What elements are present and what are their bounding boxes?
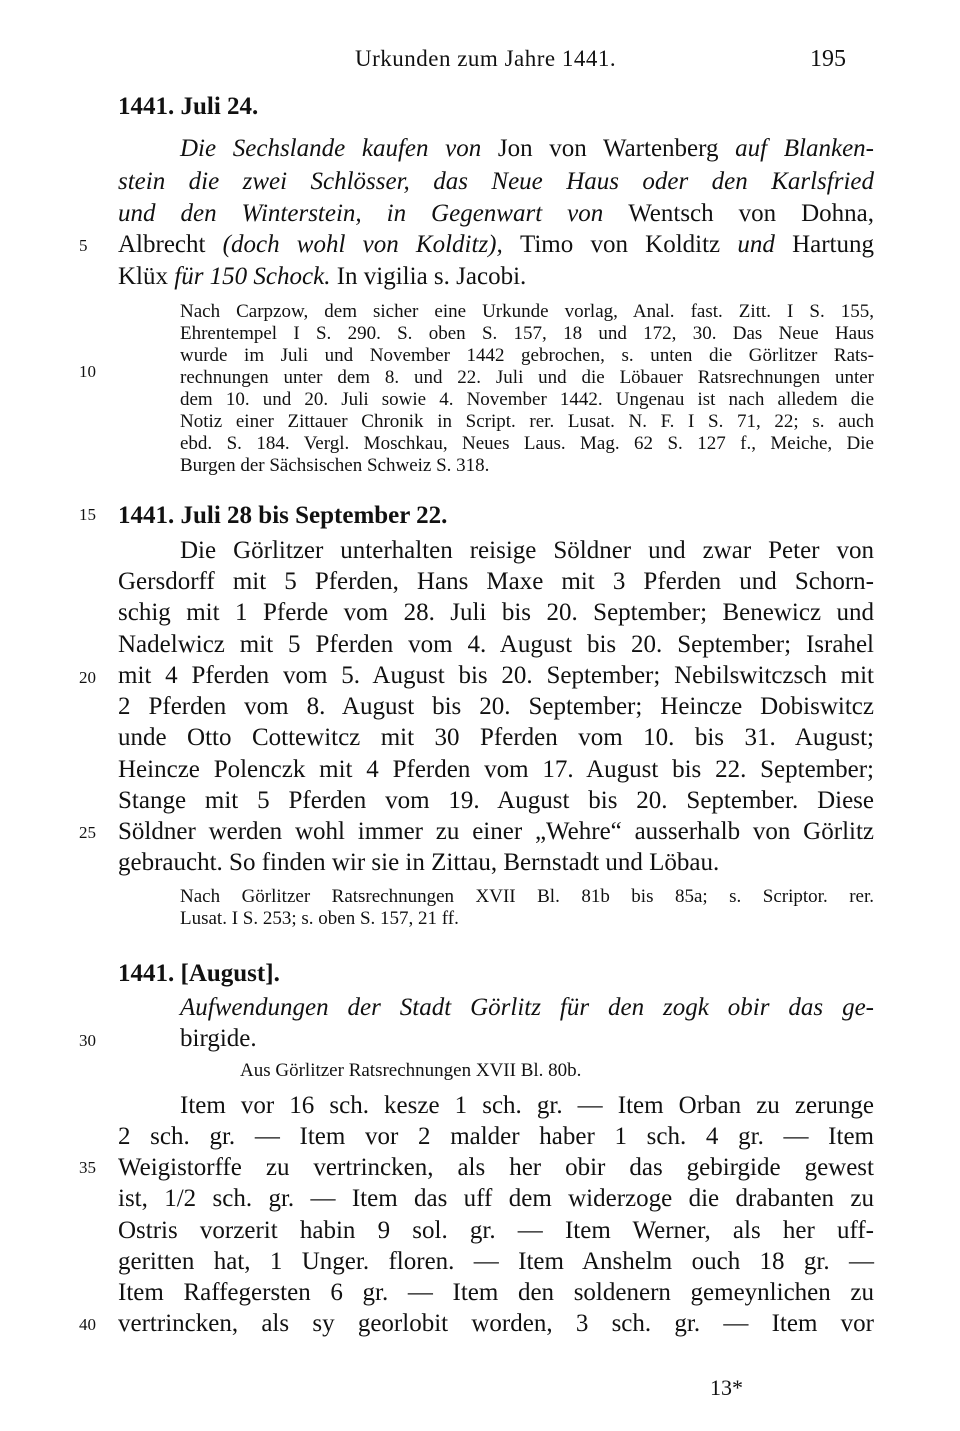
line-number: 20	[79, 668, 96, 687]
entry-text-line: Klüx für 150 Schock. In vigilia s. Jacobi.	[118, 263, 527, 290]
entry-text-line: Nadelwicz mit 5 Pferden vom 4. August bis 20. September; Israhel	[118, 631, 874, 658]
entry-text-line: stein die zwei Schlösser, das Neue Haus oder den Karlsfried	[118, 168, 874, 195]
entry-text-line: Item Raffegersten 6 gr. — Item den soldenern gemeynlichen zu	[118, 1279, 874, 1306]
entry-text-line: Item vor 16 sch. kesze 1 sch. gr. — Item Orban zu zerunge	[180, 1092, 874, 1119]
footnote-line: ebd. S. 184. Vergl. Moschkau, Neues Laus. Mag. 62 S. 127 f., Meiche, Die	[180, 433, 874, 454]
entry-text-line: Gersdorff mit 5 Pferden, Hans Maxe mit 3 Pferden und Schorn-	[118, 568, 874, 595]
entry-text-line: gebraucht. So finden wir sie in Zittau, Bernstadt und Löbau.	[118, 849, 720, 876]
footnote-line: Lusat. I S. 253; s. oben S. 157, 21 ff.	[180, 908, 459, 929]
line-number: 5	[79, 236, 88, 255]
entry-text-line: ist, 1/2 sch. gr. — Item das uff dem widerzoge die drabanten zu	[118, 1185, 874, 1212]
line-number: 30	[79, 1031, 96, 1050]
entry-text-line: Die Görlitzer unterhalten reisige Söldner und zwar Peter von	[180, 537, 874, 564]
running-head: Urkunden zum Jahre 1441.	[355, 46, 617, 71]
line-number: 25	[79, 823, 96, 842]
entry-text-line: 2 Pferden vom 8. August bis 20. September; Heincze Dobiswitcz	[118, 693, 874, 720]
entry-title-line: Aufwendungen der Stadt Görlitz für den zogk obir das ge-	[180, 994, 874, 1021]
line-number: 10	[79, 362, 96, 381]
footnote-line: dem 10. und 20. Juli sowie 4. November 1442. Ungenau ist nach alledem die	[180, 389, 874, 410]
entry-text-line: unde Otto Cottewitcz mit 30 Pferden vom 10. bis 31. August;	[118, 724, 874, 751]
signature-mark: 13*	[710, 1375, 743, 1400]
entry-date: 1441. Juli 24.	[118, 93, 259, 120]
entry-text-line: Albrecht (doch wohl von Kolditz), Timo von Kolditz und Hartung	[118, 231, 874, 258]
footnote-line: Notiz einer Zittauer Chronik in Script. rer. Lusat. N. F. I S. 71, 22; s. auch	[180, 411, 874, 432]
line-number: 40	[79, 1315, 96, 1334]
line-number: 15	[79, 505, 96, 524]
footnote-line: wurde im Juli und November 1442 gebrochen, s. unten die Görlitzer Rats-	[180, 345, 874, 366]
footnote-line: Nach Görlitzer Ratsrechnungen XVII Bl. 81b bis 85a; s. Scriptor. rer.	[180, 886, 874, 907]
entry-text-line: und den Winterstein, in Gegenwart von Wentsch von Dohna,	[118, 200, 874, 227]
entry-text-line: Ostris vorzerit habin 9 sol. gr. — Item Werner, als her uff-	[118, 1217, 874, 1244]
entry-text-line: Heincze Polenczk mit 4 Pferden vom 17. August bis 22. September;	[118, 756, 874, 783]
line-number: 35	[79, 1158, 96, 1177]
source-note: Aus Görlitzer Ratsrechnungen XVII Bl. 80b.	[240, 1060, 582, 1081]
footnote-line: Nach Carpzow, dem sicher eine Urkunde vorlag, Anal. fast. Zitt. I S. 155,	[180, 301, 874, 322]
entry-date: 1441. Juli 28 bis September 22.	[118, 502, 448, 529]
entry-text-line: schig mit 1 Pferde vom 28. Juli bis 20. September; Benewicz und	[118, 599, 874, 626]
footnote-line: Ehrentempel I S. 290. S. oben S. 157, 18 und 172, 30. Das Neue Haus	[180, 323, 874, 344]
entry-text-line: 2 sch. gr. — Item vor 2 malder haber 1 sch. 4 gr. — Item	[118, 1123, 874, 1150]
entry-text-line: Söldner werden wohl immer zu einer „Wehre“ ausserhalb von Görlitz	[118, 818, 874, 845]
entry-title-line: birgide.	[180, 1025, 257, 1052]
footnote-line: Burgen der Sächsischen Schweiz S. 318.	[180, 455, 490, 476]
entry-text-line: mit 4 Pferden vom 5. August bis 20. September; Nebilswitczsch mit	[118, 662, 874, 689]
page-number: 195	[810, 46, 846, 72]
entry-text-line: geritten hat, 1 Unger. floren. — Item Anshelm ouch 18 gr. —	[118, 1248, 874, 1275]
entry-date: 1441. [August].	[118, 960, 280, 987]
footnote-line: rechnungen unter dem 8. und 22. Juli und die Löbauer Ratsrechnungen unter	[180, 367, 874, 388]
entry-text-line: Weigistorffe zu vertrincken, als her obir das gebirgide gewest	[118, 1154, 874, 1181]
entry-text-line: Stange mit 5 Pferden vom 19. August bis 20. September. Diese	[118, 787, 874, 814]
entry-text-line: vertrincken, als sy georlobit worden, 3 sch. gr. — Item vor	[118, 1310, 874, 1337]
entry-text-line: Die Sechslande kaufen von Jon von Wartenberg auf Blanken-	[180, 135, 875, 162]
